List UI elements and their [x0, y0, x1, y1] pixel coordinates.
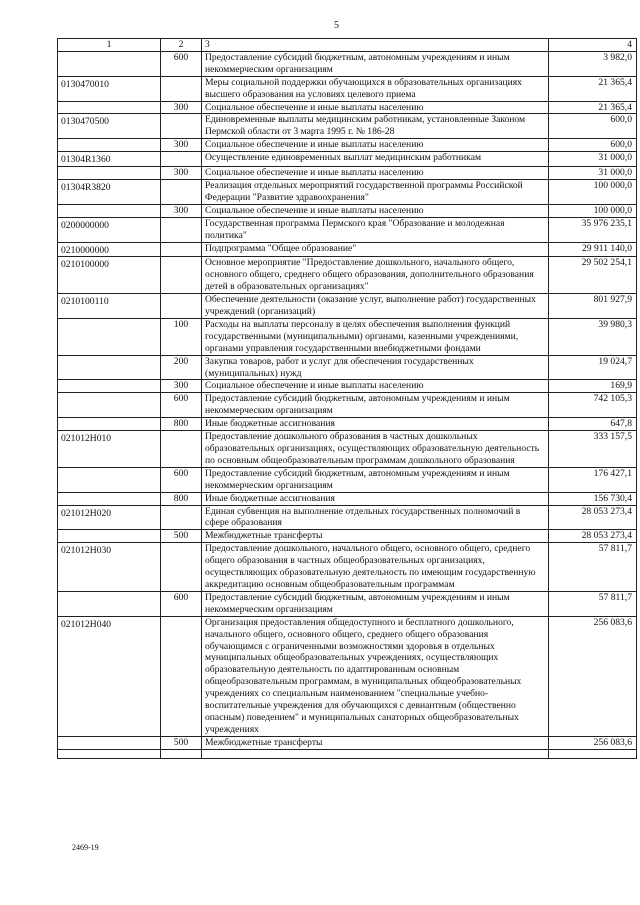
- name-cell: Реализация отдельных мероприятий государственной программы Российской Федерации "Развитие здравоохранения": [202, 179, 549, 204]
- amount-cell: 100 000,0: [549, 204, 637, 217]
- table-row: [58, 418, 637, 431]
- expense-type-cell: 600: [161, 467, 202, 492]
- code-cell: 01304R1360: [58, 152, 161, 167]
- footer-code: 2469-19: [72, 843, 99, 852]
- expense-type-cell: 100: [161, 318, 202, 355]
- name-cell: Предоставление субсидий бюджетным, автономным учреждениям и иным некоммерческим организациям: [202, 393, 549, 418]
- code-cell: [58, 467, 161, 492]
- amount-cell: 742 105,3: [549, 393, 637, 418]
- amount-cell: 176 427,1: [549, 467, 637, 492]
- header-col-4: 4: [549, 39, 637, 52]
- name-cell: Основное мероприятие "Предоставление дошкольного, начального общего, основного общего, среднего общего образования, дополнительного образования детей в образовательных организациях": [202, 257, 549, 294]
- empty-cell: [161, 749, 202, 758]
- amount-cell: 31 000,0: [549, 167, 637, 180]
- amount-cell: 31 000,0: [549, 152, 637, 167]
- expense-type-cell: 300: [161, 167, 202, 180]
- amount-cell: 100 000,0: [549, 179, 637, 204]
- amount-cell: 29 911 140,0: [549, 242, 637, 257]
- table-row: [58, 380, 637, 393]
- table-row: [58, 736, 637, 749]
- amount-cell: 600,0: [549, 139, 637, 152]
- name-cell: Подпрограмма "Общее образование": [202, 242, 549, 257]
- name-cell: Обеспечение деятельности (оказание услуг, выполнение работ) государственных учреждений (организаций): [202, 294, 549, 319]
- table-row: [58, 76, 637, 101]
- expense-type-cell: 800: [161, 492, 202, 505]
- empty-cell: [202, 749, 549, 758]
- expense-type-cell: [161, 217, 202, 242]
- amount-cell: 21 365,4: [549, 76, 637, 101]
- table-body: [58, 51, 637, 758]
- expense-type-cell: 600: [161, 51, 202, 76]
- table-row: [58, 543, 637, 592]
- code-cell: [58, 204, 161, 217]
- name-cell: Предоставление субсидий бюджетным, автономным учреждениям и иным некоммерческим организациям: [202, 467, 549, 492]
- table-row: [58, 101, 637, 114]
- name-cell: Социальное обеспечение и иные выплаты населению: [202, 139, 549, 152]
- code-cell: [58, 736, 161, 749]
- amount-cell: 35 976 235,1: [549, 217, 637, 242]
- amount-cell: 600,0: [549, 114, 637, 139]
- code-cell: [58, 167, 161, 180]
- table-row: [58, 591, 637, 616]
- table-end-row: [58, 749, 637, 758]
- code-cell: [58, 530, 161, 543]
- code-cell: [58, 591, 161, 616]
- table-row: [58, 505, 637, 530]
- name-cell: Единая субвенция на выполнение отдельных государственных полномочий в сфере образования: [202, 505, 549, 530]
- expense-type-cell: 300: [161, 139, 202, 152]
- empty-cell: [549, 749, 637, 758]
- name-cell: Единовременные выплаты медицинским работникам, установленные Законом Пермской области от 3 марта 1995 г. № 186-28: [202, 114, 549, 139]
- expense-type-cell: 200: [161, 355, 202, 380]
- amount-cell: 57 811,7: [549, 543, 637, 592]
- code-cell: 021012Н040: [58, 616, 161, 736]
- expense-type-cell: 500: [161, 736, 202, 749]
- name-cell: Социальное обеспечение и иные выплаты населению: [202, 380, 549, 393]
- table-row: [58, 355, 637, 380]
- expense-type-cell: 300: [161, 380, 202, 393]
- code-cell: 0210000000: [58, 242, 161, 257]
- table-row: [58, 139, 637, 152]
- amount-cell: 19 024,7: [549, 355, 637, 380]
- expense-type-cell: [161, 152, 202, 167]
- code-cell: 0210100110: [58, 294, 161, 319]
- name-cell: Государственная программа Пермского края "Образование и молодежная политика": [202, 217, 549, 242]
- page-number: 5: [334, 20, 339, 31]
- amount-cell: 28 053 273,4: [549, 505, 637, 530]
- expense-type-cell: 600: [161, 393, 202, 418]
- header-col-3: 3: [202, 39, 549, 52]
- expense-type-cell: 300: [161, 204, 202, 217]
- table-row: [58, 257, 637, 294]
- table-row: [58, 152, 637, 167]
- expense-type-cell: 800: [161, 418, 202, 431]
- expense-type-cell: [161, 543, 202, 592]
- code-cell: [58, 355, 161, 380]
- name-cell: Предоставление дошкольного, начального общего, основного общего, среднего общего образования в частных общеобразовательных организациях, осуществляющих образовательную деятельность по имеющим государственную аккредитацию основным общеобразовательным программам: [202, 543, 549, 592]
- expense-type-cell: 300: [161, 101, 202, 114]
- name-cell: Предоставление дошкольного образования в частных дошкольных образовательных организациях, осуществляющих образовательную деятельность по основным общеобразовательным программам дошкольного образования: [202, 431, 549, 468]
- expense-type-cell: [161, 505, 202, 530]
- amount-cell: 3 982,0: [549, 51, 637, 76]
- code-cell: 0210100000: [58, 257, 161, 294]
- name-cell: Предоставление субсидий бюджетным, автономным учреждениям и иным некоммерческим организациям: [202, 51, 549, 76]
- amount-cell: 801 927,9: [549, 294, 637, 319]
- expense-type-cell: [161, 179, 202, 204]
- name-cell: Социальное обеспечение и иные выплаты населению: [202, 204, 549, 217]
- amount-cell: 28 053 273,4: [549, 530, 637, 543]
- amount-cell: 57 811,7: [549, 591, 637, 616]
- code-cell: [58, 393, 161, 418]
- code-cell: 021012Н020: [58, 505, 161, 530]
- amount-cell: 156 730,4: [549, 492, 637, 505]
- expense-type-cell: 500: [161, 530, 202, 543]
- code-cell: 021012Н030: [58, 543, 161, 592]
- code-cell: [58, 492, 161, 505]
- name-cell: Социальное обеспечение и иные выплаты населению: [202, 167, 549, 180]
- code-cell: [58, 380, 161, 393]
- expense-type-cell: [161, 76, 202, 101]
- expense-type-cell: [161, 294, 202, 319]
- amount-cell: 21 365,4: [549, 101, 637, 114]
- expense-type-cell: [161, 114, 202, 139]
- empty-cell: [58, 749, 161, 758]
- code-cell: 0130470500: [58, 114, 161, 139]
- table-row: [58, 179, 637, 204]
- table-row: [58, 114, 637, 139]
- table-row: [58, 393, 637, 418]
- name-cell: Организация предоставления общедоступного и бесплатного дошкольного, начального общего, основного общего, среднего общего образования обучающимся с ограниченными возможностями здоровья в отдельных муниципальных общеобразовательных учреждениях, осуществляющих образовательную деятельность по адаптированным основным общеобразовательным программам, в муниципальных общеобразовательных учреждениях со специальным наименованием "специальные учебно-воспитательные учреждения для обучающихся с девиантным (общественно опасным) поведением" и муниципальных санаторных общеобразовательных учреждениях: [202, 616, 549, 736]
- amount-cell: 647,8: [549, 418, 637, 431]
- amount-cell: 169,9: [549, 380, 637, 393]
- table-row: [58, 467, 637, 492]
- name-cell: Социальное обеспечение и иные выплаты населению: [202, 101, 549, 114]
- amount-cell: 256 083,6: [549, 736, 637, 749]
- code-cell: 0200000000: [58, 217, 161, 242]
- header-col-1: 1: [58, 39, 161, 52]
- header-col-2: 2: [161, 39, 202, 52]
- expense-type-cell: [161, 257, 202, 294]
- code-cell: 021012Н010: [58, 431, 161, 468]
- table-row: [58, 51, 637, 76]
- name-cell: Меры социальной поддержки обучающихся в образовательных организациях высшего образования на условиях целевого приема: [202, 76, 549, 101]
- budget-table: [57, 38, 637, 759]
- code-cell: [58, 418, 161, 431]
- name-cell: Иные бюджетные ассигнования: [202, 492, 549, 505]
- code-cell: [58, 318, 161, 355]
- name-cell: Межбюджетные трансферты: [202, 530, 549, 543]
- table-row: [58, 431, 637, 468]
- table-row: [58, 167, 637, 180]
- name-cell: Иные бюджетные ассигнования: [202, 418, 549, 431]
- table-row: [58, 492, 637, 505]
- code-cell: 0130470010: [58, 76, 161, 101]
- amount-cell: 333 157,5: [549, 431, 637, 468]
- table-row: [58, 530, 637, 543]
- code-cell: [58, 101, 161, 114]
- table-row: [58, 318, 637, 355]
- table-row: [58, 294, 637, 319]
- amount-cell: 39 980,3: [549, 318, 637, 355]
- name-cell: Расходы на выплаты персоналу в целях обеспечения выполнения функций государственными (муниципальными) органами, казенными учреждениями, органами управления государственными внебюджетными фондами: [202, 318, 549, 355]
- name-cell: Закупка товаров, работ и услуг для обеспечения государственных (муниципальных) нужд: [202, 355, 549, 380]
- name-cell: Предоставление субсидий бюджетным, автономным учреждениям и иным некоммерческим организациям: [202, 591, 549, 616]
- table-row: [58, 616, 637, 736]
- expense-type-cell: [161, 431, 202, 468]
- code-cell: [58, 51, 161, 76]
- expense-type-cell: [161, 616, 202, 736]
- code-cell: [58, 139, 161, 152]
- table-row: [58, 217, 637, 242]
- code-cell: 01304R3820: [58, 179, 161, 204]
- expense-type-cell: [161, 242, 202, 257]
- amount-cell: 256 083,6: [549, 616, 637, 736]
- table-row: [58, 204, 637, 217]
- table-row: [58, 242, 637, 257]
- header-row: [58, 39, 637, 52]
- expense-type-cell: 600: [161, 591, 202, 616]
- name-cell: Осуществление единовременных выплат медицинским работникам: [202, 152, 549, 167]
- amount-cell: 29 502 254,1: [549, 257, 637, 294]
- name-cell: Межбюджетные трансферты: [202, 736, 549, 749]
